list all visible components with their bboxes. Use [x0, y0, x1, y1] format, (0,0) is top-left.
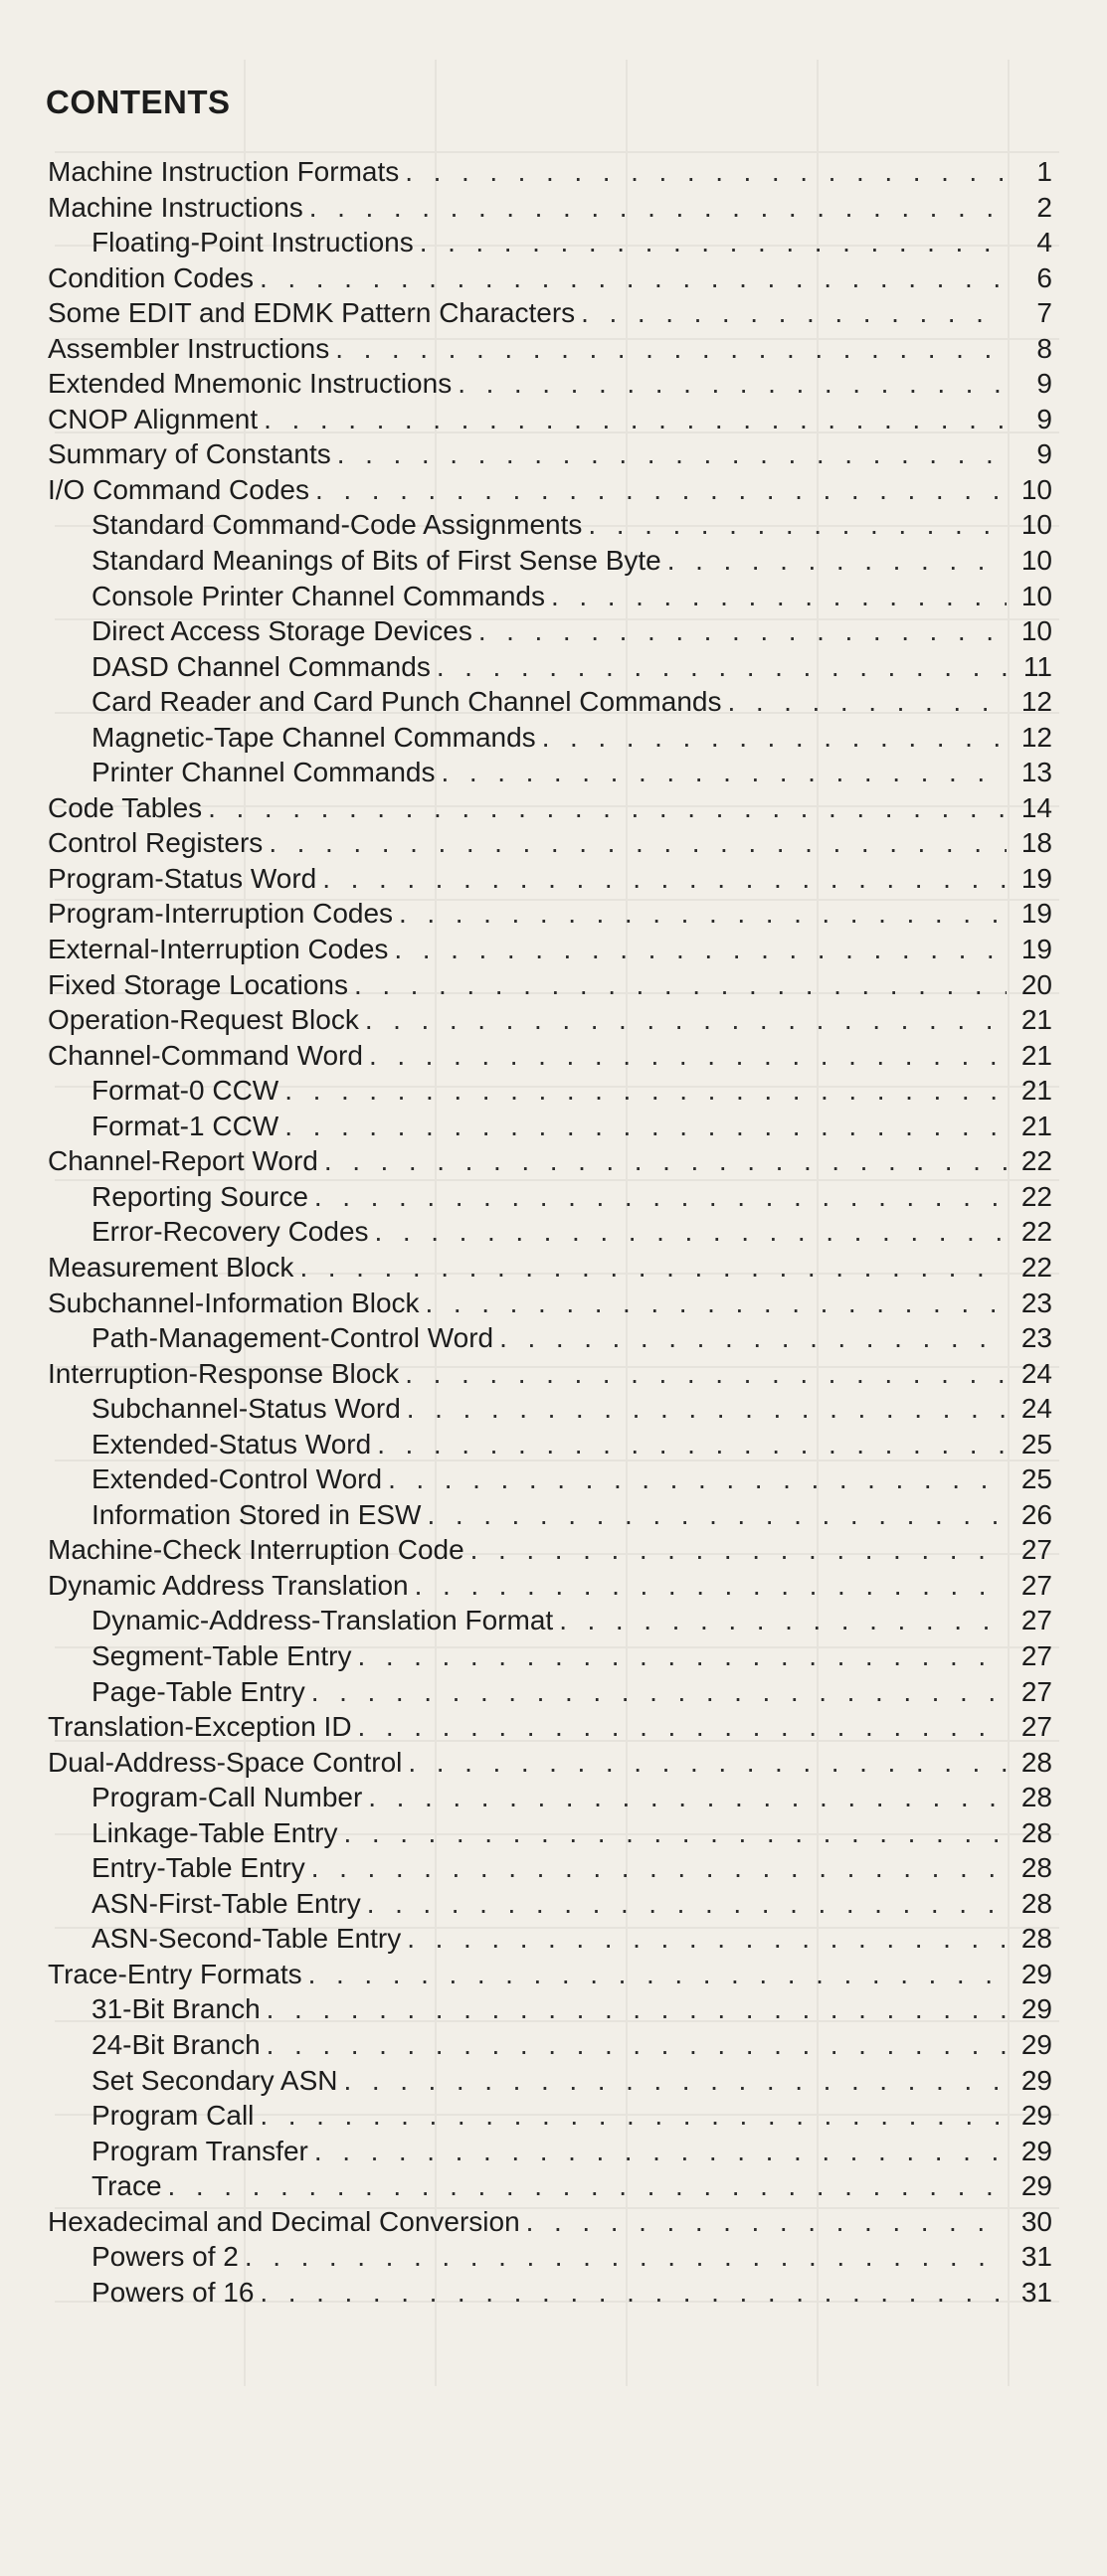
toc-entry-title: Console Printer Channel Commands — [92, 580, 545, 611]
toc-entry-page: 28 — [1020, 1782, 1052, 1813]
toc-entry-page: 9 — [1036, 368, 1052, 400]
dot-leader — [315, 472, 1007, 508]
toc-entry — [48, 861, 1052, 897]
toc-entry-page: 29 — [1020, 2100, 1052, 2132]
dot-leader — [267, 1991, 1007, 2027]
dot-leader — [299, 1250, 1007, 1286]
toc-entry — [48, 896, 1052, 932]
toc-entry — [48, 2239, 1052, 2275]
toc-entry-title: Reporting Source — [92, 1180, 308, 1212]
toc-entry-page: 12 — [1020, 686, 1052, 718]
dot-leader — [337, 436, 1007, 472]
dot-leader — [369, 1038, 1007, 1074]
toc-entry-title: Entry-Table Entry — [92, 1852, 305, 1884]
dot-leader — [588, 507, 1007, 543]
toc-entry — [48, 331, 1052, 367]
toc-entry — [48, 1957, 1052, 1992]
dot-leader — [368, 1780, 1007, 1815]
toc-entry — [48, 472, 1052, 508]
toc-entry-title: DASD Channel Commands — [92, 650, 431, 682]
toc-entry — [48, 295, 1052, 331]
toc-entry-page: 27 — [1020, 1711, 1052, 1743]
dot-leader — [324, 1143, 1007, 1179]
toc-entry — [48, 1427, 1052, 1462]
toc-entry-title: Code Tables — [48, 791, 203, 823]
toc-entry — [48, 2168, 1052, 2204]
toc-entry-title: Segment-Table Entry — [92, 1639, 352, 1671]
toc-entry-title: Trace — [92, 2170, 162, 2202]
toc-entry-page: 27 — [1020, 1534, 1052, 1566]
toc-entry-title: Magnetic-Tape Channel Commands — [92, 721, 536, 753]
dot-leader — [388, 1461, 1007, 1497]
toc-entry — [48, 1143, 1052, 1179]
toc-entry — [48, 1002, 1052, 1038]
toc-entry-page: 10 — [1020, 615, 1052, 647]
toc-entry — [48, 1815, 1052, 1851]
toc-entry-title: Machine-Check Interruption Code — [48, 1534, 464, 1566]
toc-entry-page: 28 — [1020, 1746, 1052, 1778]
toc-entry — [48, 1214, 1052, 1250]
toc-entry-page: 28 — [1020, 1923, 1052, 1955]
toc-entry-title: Interruption-Response Block — [48, 1357, 400, 1389]
toc-entry — [48, 1391, 1052, 1427]
toc-entry-title: ASN-Second-Table Entry — [92, 1923, 402, 1955]
toc-entry-title: 31-Bit Branch — [92, 1993, 261, 2025]
toc-entry-title: Powers of 16 — [92, 2276, 255, 2308]
toc-entry-page: 19 — [1020, 898, 1052, 930]
dot-leader — [470, 1532, 1007, 1568]
toc-entry-page: 29 — [1020, 2064, 1052, 2096]
toc-entry-title: Extended-Control Word — [92, 1463, 383, 1495]
dot-leader — [727, 684, 1007, 720]
dot-leader — [442, 755, 1008, 790]
dot-leader — [358, 1709, 1007, 1745]
toc-entry-page: 29 — [1020, 1993, 1052, 2025]
toc-entry-page: 28 — [1020, 1887, 1052, 1919]
toc-entry-title: 24-Bit Branch — [92, 2028, 261, 2060]
dot-leader — [284, 1073, 1007, 1109]
dot-leader — [260, 2098, 1007, 2134]
toc-entry-title: ASN-First-Table Entry — [92, 1887, 361, 1919]
toc-entry-page: 28 — [1020, 1852, 1052, 1884]
toc-entry-title: Direct Access Storage Devices — [92, 615, 472, 647]
dot-leader — [394, 932, 1007, 967]
dot-leader — [581, 295, 1007, 331]
toc-entry-page: 29 — [1020, 2170, 1052, 2202]
dot-leader — [267, 2027, 1007, 2063]
toc-entry — [48, 1356, 1052, 1392]
toc-entry-title: Program Call — [92, 2100, 255, 2132]
toc-entry — [48, 1286, 1052, 1321]
dot-leader — [260, 260, 1007, 296]
toc-entry — [48, 1532, 1052, 1568]
toc-entry-page: 23 — [1020, 1287, 1052, 1318]
toc-entry — [48, 1497, 1052, 1533]
dot-leader — [335, 331, 1007, 367]
dot-leader — [343, 2063, 1007, 2099]
dot-leader — [407, 1391, 1007, 1427]
toc-entry — [48, 720, 1052, 756]
toc-entry-title: Subchannel-Status Word — [92, 1393, 401, 1425]
toc-entry — [48, 1709, 1052, 1745]
dot-leader — [260, 2275, 1007, 2311]
toc-entry — [48, 825, 1052, 861]
toc-entry-page: 8 — [1036, 332, 1052, 364]
toc-entry — [48, 543, 1052, 579]
toc-entry-title: Channel-Command Word — [48, 1039, 363, 1071]
dot-leader — [437, 649, 1007, 685]
toc-entry-page: 21 — [1020, 1039, 1052, 1071]
dot-leader — [377, 1427, 1007, 1462]
toc-entry — [48, 1568, 1052, 1604]
toc-entry — [48, 507, 1052, 543]
toc-entry — [48, 1745, 1052, 1781]
toc-entry — [48, 579, 1052, 614]
dot-leader — [322, 861, 1007, 897]
toc-entry — [48, 2027, 1052, 2063]
dot-leader — [542, 720, 1007, 756]
dot-leader — [168, 2168, 1007, 2204]
toc-entry-title: Machine Instruction Formats — [48, 156, 400, 187]
dot-leader — [284, 1109, 1007, 1144]
dot-leader — [311, 1850, 1007, 1886]
toc-entry — [48, 1038, 1052, 1074]
dot-leader — [427, 1497, 1007, 1533]
toc-entry-page: 10 — [1020, 545, 1052, 577]
toc-entry — [48, 190, 1052, 226]
toc-entry-title: Floating-Point Instructions — [92, 227, 414, 258]
toc-entry-page: 12 — [1020, 721, 1052, 753]
toc-entry-page: 20 — [1020, 968, 1052, 1000]
toc-entry — [48, 1850, 1052, 1886]
toc-entry — [48, 932, 1052, 967]
toc-entry-title: Printer Channel Commands — [92, 757, 436, 788]
dot-leader — [405, 154, 1007, 190]
toc-entry-title: Linkage-Table Entry — [92, 1816, 338, 1848]
toc-entry-title: I/O Command Codes — [48, 473, 309, 505]
toc-entry — [48, 1073, 1052, 1109]
dot-leader — [407, 1921, 1007, 1957]
toc-entry-page: 4 — [1036, 227, 1052, 258]
toc-entry — [48, 1603, 1052, 1638]
toc-entry-title: Dynamic-Address-Translation Format — [92, 1605, 554, 1636]
toc-entry-title: Format-0 CCW — [92, 1075, 279, 1107]
toc-entry-title: Page-Table Entry — [92, 1675, 305, 1707]
toc-entry — [48, 1461, 1052, 1497]
toc-entry — [48, 1109, 1052, 1144]
toc-entry — [48, 1991, 1052, 2027]
toc-entry — [48, 154, 1052, 190]
dot-leader — [309, 190, 1007, 226]
toc-entry-page: 26 — [1020, 1498, 1052, 1530]
toc-entry-page: 1 — [1036, 156, 1052, 187]
toc-entry-page: 10 — [1020, 509, 1052, 541]
toc-entry-title: Extended-Status Word — [92, 1428, 372, 1460]
toc-entry — [48, 967, 1052, 1003]
toc-entry-page: 6 — [1036, 261, 1052, 293]
toc-entry-title: Channel-Report Word — [48, 1145, 318, 1177]
toc-entry-title: Machine Instructions — [48, 191, 303, 223]
dot-leader — [367, 1886, 1007, 1922]
dot-leader — [357, 1638, 1007, 1674]
dot-leader — [405, 1356, 1007, 1392]
dot-leader — [478, 613, 1007, 649]
toc-entry-page: 24 — [1020, 1393, 1052, 1425]
toc-entry — [48, 1780, 1052, 1815]
toc-entry-title: Dynamic Address Translation — [48, 1569, 409, 1601]
toc-entry-title: Dual-Address-Space Control — [48, 1746, 403, 1778]
dot-leader — [426, 1286, 1007, 1321]
toc-entry-title: Program Transfer — [92, 2135, 308, 2166]
dot-leader — [208, 790, 1007, 826]
toc-entry-title: Operation-Request Block — [48, 1004, 359, 1036]
toc-entry — [48, 1179, 1052, 1215]
toc-entry-page: 27 — [1020, 1675, 1052, 1707]
dot-leader — [415, 1568, 1007, 1604]
toc-entry-page: 21 — [1020, 1110, 1052, 1141]
toc-entry-page: 19 — [1020, 934, 1052, 965]
dot-leader — [365, 1002, 1007, 1038]
toc-entry — [48, 260, 1052, 296]
toc-entry-title: Control Registers — [48, 827, 264, 859]
toc-entry-page: 7 — [1036, 297, 1052, 329]
dot-leader — [343, 1815, 1007, 1851]
toc-entry-page: 21 — [1020, 1004, 1052, 1036]
toc-entry — [48, 436, 1052, 472]
toc-entry — [48, 2063, 1052, 2099]
toc-entry-title: Summary of Constants — [48, 438, 331, 470]
dot-leader — [559, 1603, 1007, 1638]
toc-entry — [48, 1250, 1052, 1286]
toc-entry-page: 10 — [1020, 473, 1052, 505]
toc-entry-page: 22 — [1020, 1216, 1052, 1248]
dot-leader — [458, 366, 1007, 402]
toc-entry-title: Subchannel-Information Block — [48, 1287, 420, 1318]
dot-leader — [667, 543, 1007, 579]
toc-entry — [48, 366, 1052, 402]
dot-leader — [551, 579, 1007, 614]
toc-entry-title: Fixed Storage Locations — [48, 968, 348, 1000]
toc-entry — [48, 2204, 1052, 2240]
toc-entry-title: Program-Interruption Codes — [48, 898, 394, 930]
toc-entry — [48, 1638, 1052, 1674]
toc-entry — [48, 2275, 1052, 2311]
toc-entry-page: 29 — [1020, 2135, 1052, 2166]
toc-entry — [48, 790, 1052, 826]
toc-entry-page: 9 — [1036, 438, 1052, 470]
toc-entry-title: Extended Mnemonic Instructions — [48, 368, 453, 400]
dot-leader — [499, 1320, 1007, 1356]
toc-entry-page: 9 — [1036, 403, 1052, 434]
toc-entry-title: External-Interruption Codes — [48, 934, 389, 965]
dot-leader — [245, 2239, 1007, 2275]
toc-entry-title: Error-Recovery Codes — [92, 1216, 369, 1248]
toc-entry-page: 21 — [1020, 1075, 1052, 1107]
toc-entry-page: 30 — [1020, 2205, 1052, 2237]
toc-entry-title: Measurement Block — [48, 1251, 294, 1283]
dot-leader — [420, 225, 1007, 260]
toc-entry — [48, 1320, 1052, 1356]
toc-entry-page: 29 — [1020, 1958, 1052, 1989]
toc-entry-page: 24 — [1020, 1357, 1052, 1389]
toc-entry-title: Path-Management-Control Word — [92, 1322, 494, 1354]
toc-entry-page: 19 — [1020, 862, 1052, 894]
dot-leader — [314, 1179, 1007, 1215]
dot-leader — [354, 967, 1007, 1003]
toc-entry-title: Hexadecimal and Decimal Conversion — [48, 2205, 520, 2237]
dot-leader — [269, 825, 1007, 861]
toc-entry-page: 11 — [1022, 650, 1052, 682]
toc-entry — [48, 2134, 1052, 2169]
toc-entry-title: Standard Meanings of Bits of First Sense Byte — [92, 545, 661, 577]
toc-entry-page: 14 — [1020, 791, 1052, 823]
toc-entry — [48, 1886, 1052, 1922]
toc-entry-page: 13 — [1020, 757, 1052, 788]
toc-entry-title: Some EDIT and EDMK Pattern Characters — [48, 297, 576, 329]
toc-entry-title: Powers of 2 — [92, 2241, 239, 2273]
toc-entry-title: Card Reader and Card Punch Channel Commands — [92, 686, 722, 718]
toc-entry-page: 31 — [1020, 2276, 1052, 2308]
table-of-contents — [48, 154, 1052, 2310]
toc-entry-title: Standard Command-Code Assignments — [92, 509, 583, 541]
dot-leader — [526, 2204, 1007, 2240]
dot-leader — [408, 1745, 1007, 1781]
toc-entry — [48, 613, 1052, 649]
toc-entry-page: 22 — [1020, 1180, 1052, 1212]
toc-entry-page: 22 — [1020, 1251, 1052, 1283]
toc-entry — [48, 755, 1052, 790]
toc-entry-page: 2 — [1036, 191, 1052, 223]
page-title: CONTENTS — [46, 84, 231, 120]
toc-entry-page: 27 — [1020, 1569, 1052, 1601]
toc-entry-title: Trace-Entry Formats — [48, 1958, 302, 1989]
toc-entry — [48, 684, 1052, 720]
toc-entry-title: Condition Codes — [48, 261, 255, 293]
toc-entry — [48, 2098, 1052, 2134]
toc-entry-title: Information Stored in ESW — [92, 1498, 422, 1530]
toc-entry-page: 27 — [1020, 1605, 1052, 1636]
dot-leader — [308, 1957, 1007, 1992]
dot-leader — [399, 896, 1007, 932]
toc-entry-page: 29 — [1020, 2028, 1052, 2060]
toc-entry-title: Program-Call Number — [92, 1782, 363, 1813]
toc-entry — [48, 649, 1052, 685]
toc-entry-title: Translation-Exception ID — [48, 1711, 352, 1743]
toc-entry-page: 25 — [1020, 1463, 1052, 1495]
toc-entry — [48, 225, 1052, 260]
toc-entry-page: 10 — [1020, 580, 1052, 611]
toc-entry-title: Assembler Instructions — [48, 332, 330, 364]
dot-leader — [314, 2134, 1007, 2169]
toc-entry-page: 25 — [1020, 1428, 1052, 1460]
toc-entry-page: 31 — [1020, 2241, 1052, 2273]
toc-entry-page: 28 — [1020, 1816, 1052, 1848]
dot-leader — [375, 1214, 1007, 1250]
toc-entry-page: 18 — [1020, 827, 1052, 859]
toc-entry-title: Set Secondary ASN — [92, 2064, 338, 2096]
toc-entry-page: 22 — [1020, 1145, 1052, 1177]
dot-leader — [264, 402, 1007, 437]
toc-entry — [48, 402, 1052, 437]
toc-entry — [48, 1921, 1052, 1957]
toc-entry-page: 23 — [1020, 1322, 1052, 1354]
toc-entry-title: CNOP Alignment — [48, 403, 259, 434]
toc-entry-page: 27 — [1020, 1639, 1052, 1671]
toc-entry-title: Program-Status Word — [48, 862, 317, 894]
toc-entry-title: Format-1 CCW — [92, 1110, 279, 1141]
dot-leader — [311, 1674, 1007, 1710]
toc-entry — [48, 1674, 1052, 1710]
